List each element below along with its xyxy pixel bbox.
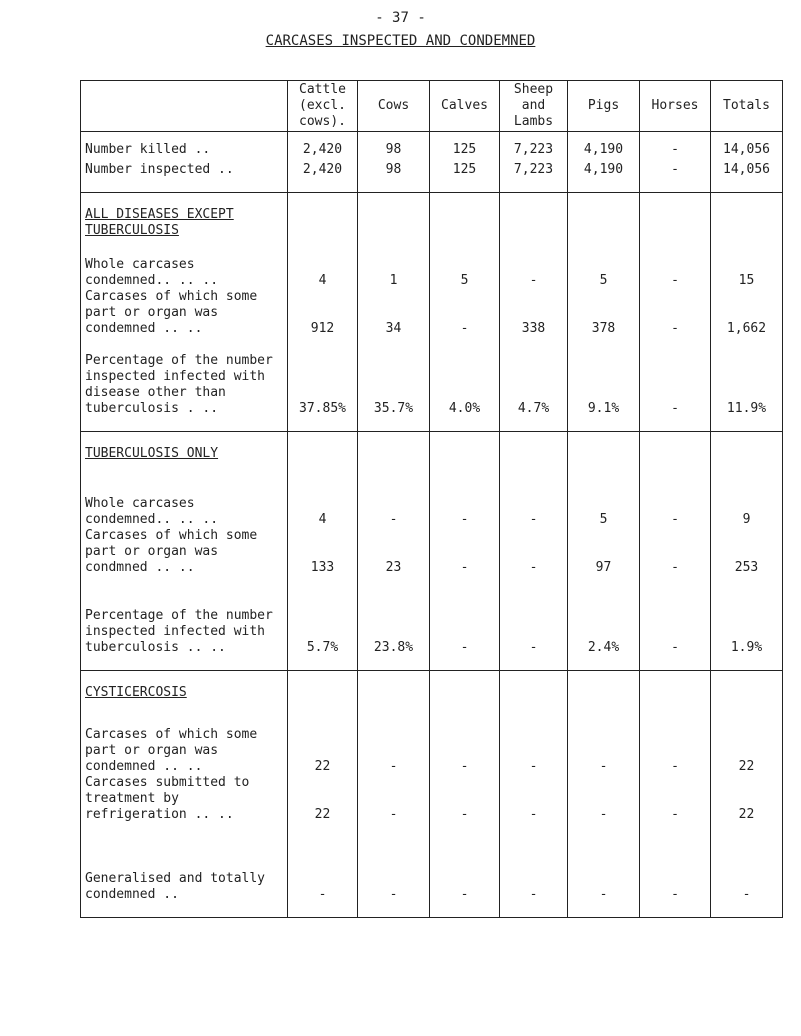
row-label: Carcases of which some part or organ was condemned .. .. [81, 727, 288, 775]
value-cell: 5.7% [288, 576, 358, 656]
blank-cell [640, 656, 711, 671]
blank-cell [711, 432, 783, 489]
blank-cell [358, 178, 430, 193]
section-heading-text: TUBERCULOSIS ONLY [85, 446, 219, 461]
blank-cell [711, 656, 783, 671]
value-cell: - [568, 775, 640, 823]
header-cell [81, 81, 288, 132]
blank-cell [640, 178, 711, 193]
row-label: Carcases of which some part or organ was condemned .. .. [81, 289, 288, 337]
blank-cell [358, 417, 430, 432]
blank-cell [288, 656, 358, 671]
value-cell: 4.7% [500, 337, 568, 417]
value-cell: 4.0% [430, 337, 500, 417]
blank-cell [640, 903, 711, 918]
header-row [81, 81, 783, 132]
value-cell: 34 [358, 289, 430, 337]
value-cell: 2.4% [568, 576, 640, 656]
section-heading-row [81, 432, 783, 489]
value-cell: 15 [711, 249, 783, 289]
value-cell: - [430, 823, 500, 903]
header-cell: Totals [711, 81, 783, 132]
blank-cell [500, 903, 568, 918]
value-cell: 1 [358, 249, 430, 289]
table-row [81, 337, 783, 417]
value-cell: 5 [568, 488, 640, 528]
blank-cell [568, 417, 640, 432]
section-heading-text: ALL DISEASES EXCEPT TUBERCULOSIS [85, 207, 234, 238]
value-cell: 11.9% [711, 337, 783, 417]
page-number: - 37 - [375, 10, 426, 26]
value-cell: - [640, 775, 711, 823]
blank-cell [568, 193, 640, 250]
value-cell: - [568, 823, 640, 903]
blank-cell [288, 671, 358, 728]
blank-cell [568, 656, 640, 671]
blank-cell [358, 432, 430, 489]
value-cell: - [500, 823, 568, 903]
blank-cell [711, 671, 783, 728]
blank-cell [288, 432, 358, 489]
value-cell: 5 [430, 249, 500, 289]
blank-cell [358, 193, 430, 250]
blank-cell [358, 656, 430, 671]
blank-cell [500, 178, 568, 193]
blank-cell [430, 432, 500, 489]
row-label: Percentage of the number inspected infected with tuberculosis .. .. [81, 576, 288, 656]
blank-cell [288, 193, 358, 250]
value-cell: - [640, 823, 711, 903]
blank-cell [430, 193, 500, 250]
blank-cell [711, 903, 783, 918]
value-cell: - [500, 249, 568, 289]
table-row [81, 576, 783, 656]
row-divider [81, 417, 783, 432]
blank-cell [711, 193, 783, 250]
value-cell: 4,190 [568, 158, 640, 178]
blank-cell [500, 417, 568, 432]
blank-cell [430, 178, 500, 193]
value-cell: 338 [500, 289, 568, 337]
blank-cell [430, 671, 500, 728]
value-cell: 7,223 [500, 132, 568, 159]
table-row [81, 158, 783, 178]
blank-cell [568, 178, 640, 193]
table-row [81, 823, 783, 903]
value-cell: 23 [358, 528, 430, 576]
value-cell: 1,662 [711, 289, 783, 337]
value-cell: - [500, 528, 568, 576]
value-cell: - [500, 727, 568, 775]
row-label: Carcases submitted to treatment by refrigeration .. .. [81, 775, 288, 823]
blank-cell [81, 656, 288, 671]
blank-cell [430, 417, 500, 432]
value-cell: - [711, 823, 783, 903]
blank-cell [81, 417, 288, 432]
value-cell: 9 [711, 488, 783, 528]
section-heading [81, 671, 288, 728]
value-cell: 98 [358, 132, 430, 159]
row-label: Whole carcases condemned.. .. .. [81, 249, 288, 289]
value-cell: - [640, 337, 711, 417]
table-row [81, 727, 783, 775]
table-row [81, 289, 783, 337]
value-cell: - [358, 775, 430, 823]
value-cell: - [500, 488, 568, 528]
value-cell: 9.1% [568, 337, 640, 417]
blank-cell [430, 656, 500, 671]
blank-cell [81, 903, 288, 918]
blank-cell [430, 903, 500, 918]
value-cell: 2,420 [288, 158, 358, 178]
blank-cell [500, 432, 568, 489]
value-cell: 22 [711, 775, 783, 823]
blank-cell [500, 671, 568, 728]
value-cell: - [430, 576, 500, 656]
value-cell: 2,420 [288, 132, 358, 159]
value-cell: - [358, 823, 430, 903]
blank-cell [288, 903, 358, 918]
row-label: Number killed .. [81, 132, 288, 159]
table-row [81, 528, 783, 576]
value-cell: - [430, 727, 500, 775]
value-cell: 5 [568, 249, 640, 289]
value-cell: 4,190 [568, 132, 640, 159]
header-cell: Calves [430, 81, 500, 132]
value-cell: 22 [288, 727, 358, 775]
value-cell: - [640, 576, 711, 656]
header-cell: Sheep and Lambs [500, 81, 568, 132]
blank-cell [568, 671, 640, 728]
value-cell: - [358, 727, 430, 775]
blank-cell [358, 903, 430, 918]
blank-cell [711, 417, 783, 432]
value-cell: - [430, 775, 500, 823]
row-label: Whole carcases condemned.. .. .. [81, 488, 288, 528]
value-cell: - [640, 488, 711, 528]
header-cell: Horses [640, 81, 711, 132]
table-row [81, 249, 783, 289]
table-row [81, 775, 783, 823]
value-cell: 125 [430, 158, 500, 178]
value-cell: 22 [711, 727, 783, 775]
value-cell: - [500, 775, 568, 823]
value-cell: - [288, 823, 358, 903]
value-cell: 14,056 [711, 158, 783, 178]
blank-cell [500, 656, 568, 671]
blank-cell [640, 417, 711, 432]
value-cell: - [640, 727, 711, 775]
blank-cell [288, 417, 358, 432]
section-heading-row [81, 671, 783, 728]
value-cell: 4 [288, 249, 358, 289]
blank-cell [568, 903, 640, 918]
row-divider [81, 903, 783, 918]
value-cell: 14,056 [711, 132, 783, 159]
value-cell: 35.7% [358, 337, 430, 417]
value-cell: 125 [430, 132, 500, 159]
value-cell: - [640, 528, 711, 576]
blank-cell [81, 178, 288, 193]
carcases-table [80, 80, 783, 918]
page-title: CARCASES INSPECTED AND CONDEMNED [265, 33, 536, 49]
blank-cell [568, 432, 640, 489]
blank-cell [640, 432, 711, 489]
value-cell: 378 [568, 289, 640, 337]
value-cell: - [430, 289, 500, 337]
blank-cell [640, 193, 711, 250]
value-cell: 4 [288, 488, 358, 528]
value-cell: 7,223 [500, 158, 568, 178]
table-row [81, 132, 783, 159]
value-cell: 97 [568, 528, 640, 576]
value-cell: 22 [288, 775, 358, 823]
row-label: Generalised and totally condemned .. [81, 823, 288, 903]
section-heading-row [81, 193, 783, 250]
blank-cell [640, 671, 711, 728]
header-cell: Cows [358, 81, 430, 132]
blank-cell [358, 671, 430, 728]
row-label: Percentage of the number inspected infected with disease other than tuberculosis . .. [81, 337, 288, 417]
row-divider [81, 178, 783, 193]
row-label: Number inspected .. [81, 158, 288, 178]
value-cell: - [430, 528, 500, 576]
value-cell: 37.85% [288, 337, 358, 417]
blank-cell [711, 178, 783, 193]
value-cell: - [568, 727, 640, 775]
value-cell: 1.9% [711, 576, 783, 656]
value-cell: - [640, 289, 711, 337]
value-cell: - [640, 132, 711, 159]
value-cell: - [358, 488, 430, 528]
section-heading [81, 193, 288, 250]
value-cell: - [430, 488, 500, 528]
table-row [81, 488, 783, 528]
blank-cell [500, 193, 568, 250]
value-cell: 98 [358, 158, 430, 178]
value-cell: 253 [711, 528, 783, 576]
value-cell: 133 [288, 528, 358, 576]
row-divider [81, 656, 783, 671]
row-label: Carcases of which some part or organ was condmned .. .. [81, 528, 288, 576]
value-cell: 23.8% [358, 576, 430, 656]
section-heading-text: CYSTICERCOSIS [85, 685, 187, 700]
blank-cell [288, 178, 358, 193]
value-cell: - [640, 158, 711, 178]
value-cell: - [640, 249, 711, 289]
value-cell: 912 [288, 289, 358, 337]
header-cell: Cattle (excl. cows). [288, 81, 358, 132]
value-cell: - [500, 576, 568, 656]
section-heading [81, 432, 288, 489]
header-cell: Pigs [568, 81, 640, 132]
